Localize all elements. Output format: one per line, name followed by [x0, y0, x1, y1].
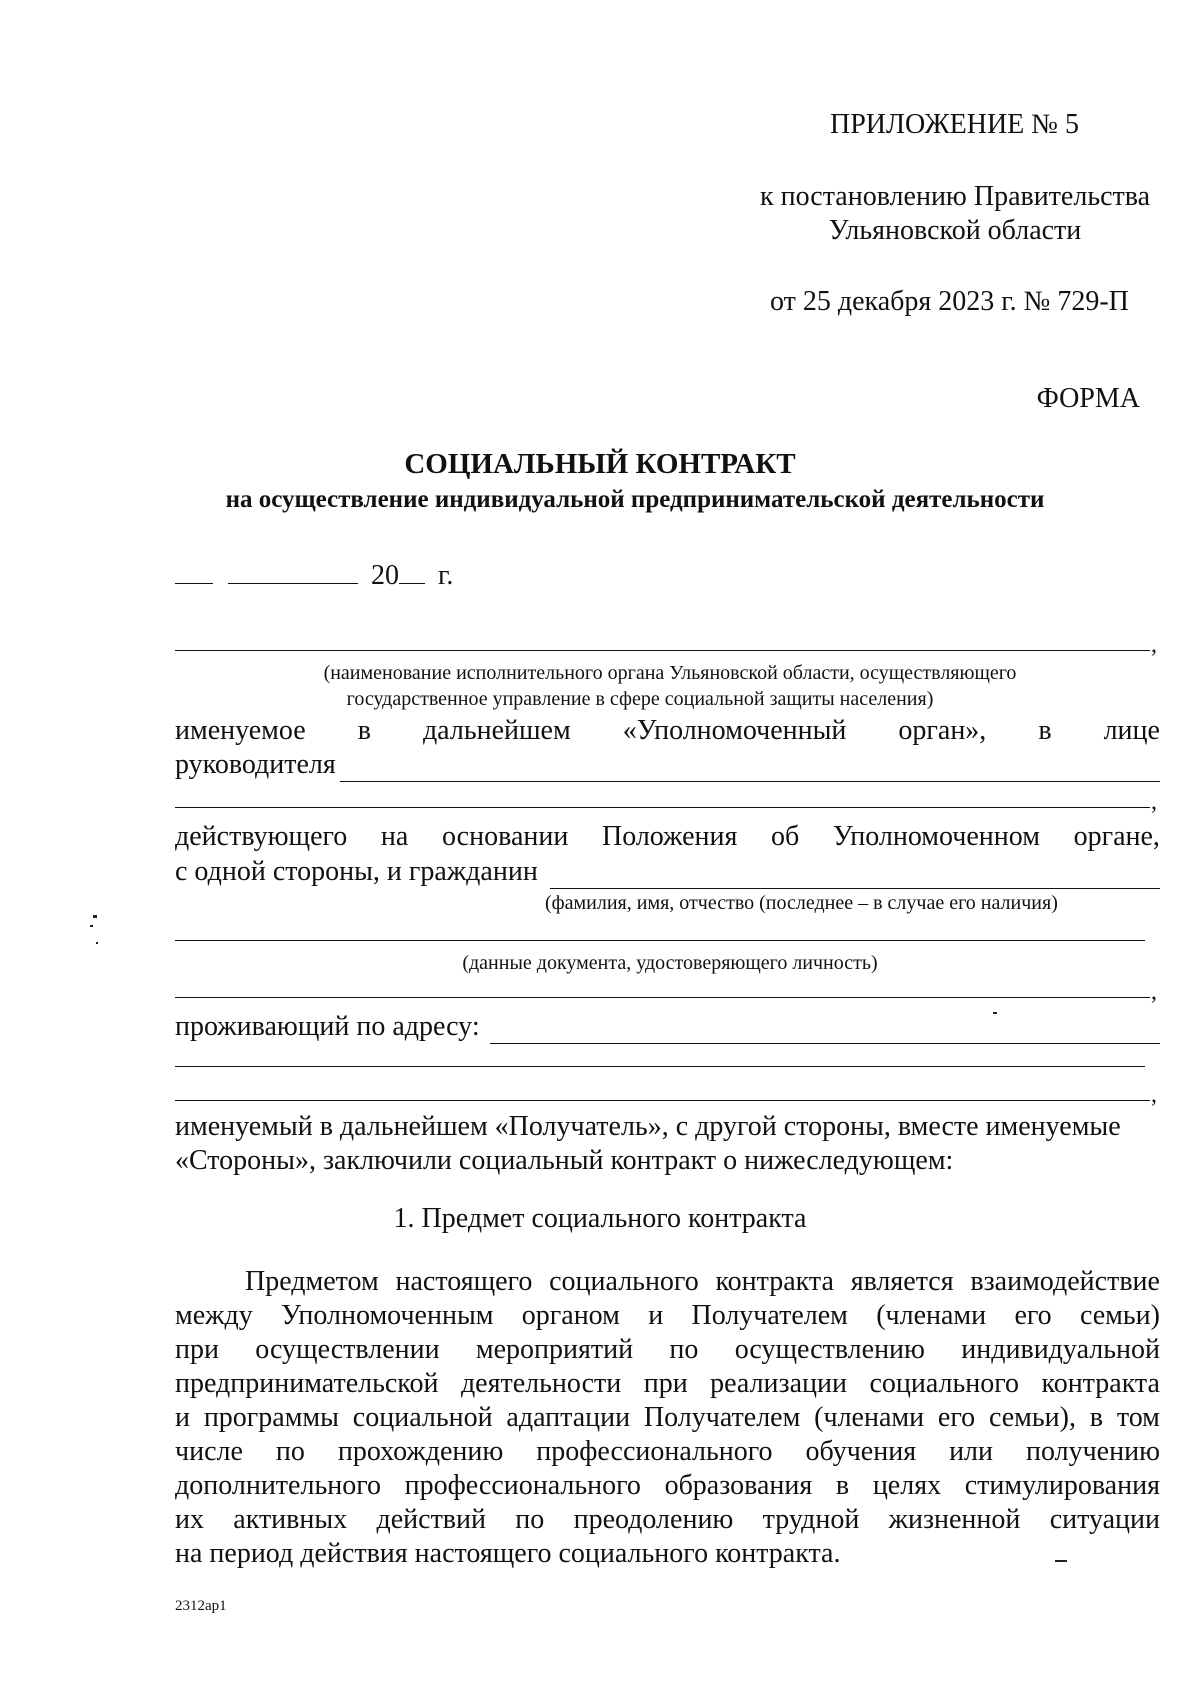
paragraph-word: целях	[872, 1470, 942, 1501]
paragraph-word: по	[275, 1436, 305, 1467]
scan-speck	[90, 925, 93, 927]
caption-organ-2: государственное управление в сфере социальной защиты населения)	[346, 688, 934, 710]
scan-speck	[93, 915, 97, 918]
scan-speck	[1055, 1560, 1067, 1562]
recipient-line-2: «Стороны», заключили социальный контракт о нижеследующем:	[175, 1145, 954, 1176]
comma-mark: ,	[1151, 979, 1157, 1005]
section-1-heading: 1. Предмет социального контракта	[393, 1203, 807, 1234]
paragraph-word: деятельности	[460, 1368, 622, 1399]
year-suffix: г.	[438, 560, 454, 591]
organ-name-line	[175, 650, 1150, 651]
paragraph-word: его	[1014, 1300, 1052, 1331]
date-line	[175, 555, 453, 592]
caption-organ-1: (наименование исполнительного органа Ульяновской области, осуществляющего	[323, 662, 1017, 684]
paragraph-word: обучения	[805, 1436, 917, 1467]
word: в	[357, 715, 371, 746]
paragraph-word: его	[937, 1402, 976, 1433]
paragraph-word: числе	[175, 1436, 243, 1467]
decree-reference	[760, 180, 1150, 248]
paragraph-word: том	[1116, 1402, 1160, 1433]
paragraph-word: Получателем	[691, 1300, 848, 1331]
paragraph-word: образования	[664, 1470, 813, 1501]
id-document-line	[175, 940, 1145, 941]
month-blank	[228, 555, 358, 584]
comma-mark: ,	[1151, 632, 1157, 658]
section-1-paragraph	[175, 1265, 1160, 1571]
paragraph-word: активных	[233, 1504, 348, 1535]
document-subtitle: на осуществление индивидуальной предпринимательской деятельности	[225, 486, 1045, 513]
scan-speck	[993, 1012, 997, 1014]
caption-fio: (фамилия, имя, отчество (последнее – в случае его наличия)	[545, 892, 1058, 914]
appendix-number: ПРИЛОЖЕНИЕ № 5	[830, 109, 1079, 140]
paragraph-word: профессионального	[404, 1470, 641, 1501]
paragraph-word: осуществлении	[255, 1334, 440, 1365]
word: действующего	[175, 821, 348, 852]
paragraph-line: на период действия настоящего социального контракта.	[175, 1538, 841, 1569]
paragraph-word: адаптации	[506, 1402, 631, 1433]
form-label: ФОРМА	[1036, 383, 1140, 414]
paragraph-word: получению	[1026, 1436, 1160, 1467]
paragraph-line	[175, 1333, 1160, 1367]
day-blank	[175, 555, 213, 584]
paragraph-word: семьи),	[988, 1402, 1076, 1433]
paragraph-word: предпринимательской	[175, 1368, 439, 1399]
paragraph-word: в	[1089, 1402, 1104, 1433]
paragraph-word: программы	[203, 1402, 339, 1433]
paragraph-word: осуществлению	[734, 1334, 925, 1365]
scan-speck	[96, 942, 98, 944]
paragraph-word: стимулирования	[964, 1470, 1160, 1501]
comma-mark: ,	[1151, 789, 1157, 815]
paragraph-line	[175, 1469, 1160, 1503]
paragraph-word: по	[669, 1334, 699, 1365]
id-document-line-2	[175, 997, 1150, 998]
paragraph-line	[175, 1401, 1160, 1435]
paragraph-word: трудной	[762, 1504, 860, 1535]
paragraph-word: прохождению	[337, 1436, 504, 1467]
word: дальнейшем	[422, 715, 571, 746]
recipient-line-1: именуемый в дальнейшем «Получатель», с другой стороны, вместе именуемые	[175, 1111, 1121, 1142]
paragraph-word: преодолению	[573, 1504, 734, 1535]
head-name-field	[340, 755, 1160, 782]
paragraph-word: профессионального	[536, 1436, 773, 1467]
paragraph-word: в	[835, 1470, 850, 1501]
word: лице	[1103, 715, 1160, 746]
named-line	[175, 714, 1160, 748]
paragraph-word: жизненной	[888, 1504, 1021, 1535]
comma-mark: ,	[1151, 1082, 1157, 1108]
paragraph-word: Уполномоченным	[281, 1300, 494, 1331]
year-blank	[399, 555, 425, 584]
word: основании	[441, 821, 569, 852]
word: Положения	[601, 821, 738, 852]
acting-line	[175, 820, 1160, 854]
word: орган»,	[898, 715, 987, 746]
paragraph-line	[175, 1435, 1160, 1469]
head-label: руководителя	[175, 749, 336, 780]
paragraph-word: и	[648, 1300, 664, 1331]
paragraph-word: действий	[376, 1504, 486, 1535]
address-field	[490, 1017, 1160, 1044]
word: именуемое	[175, 715, 306, 746]
citizen-name-field	[550, 862, 1160, 889]
paragraph-word: по	[515, 1504, 545, 1535]
paragraph-word: контракта	[1041, 1368, 1160, 1399]
paragraph-word: (членами	[814, 1402, 925, 1433]
decree-date: от 25 декабря 2023 г. № 729-П	[770, 286, 1129, 317]
word: в	[1038, 715, 1052, 746]
document-title: СОЦИАЛЬНЫЙ КОНТРАКТ	[404, 448, 796, 480]
paragraph-word: взаимодействие	[970, 1266, 1160, 1297]
paragraph-word: социального	[549, 1266, 699, 1297]
paragraph-word: при	[643, 1368, 688, 1399]
paragraph-word: реализации	[710, 1368, 847, 1399]
paragraph-word: между	[175, 1300, 253, 1331]
paragraph-line	[175, 1299, 1160, 1333]
paragraph-word: индивидуальной	[961, 1334, 1160, 1365]
word: об	[771, 821, 800, 852]
paragraph-word: (членами	[876, 1300, 987, 1331]
paragraph-word: дополнительного	[175, 1470, 381, 1501]
decree-reference-line-2: Ульяновской области	[828, 215, 1082, 246]
decree-reference-line-1: к постановлению Правительства	[760, 181, 1151, 212]
paragraph-word: ситуации	[1049, 1504, 1160, 1535]
word: «Уполномоченный	[622, 715, 847, 746]
footer-code: 2312ap1	[175, 1598, 227, 1614]
address-label: проживающий по адресу:	[175, 1011, 480, 1042]
paragraph-word: их	[175, 1504, 204, 1535]
paragraph-line	[175, 1265, 1160, 1299]
paragraph-word: настоящего	[395, 1266, 533, 1297]
paragraph-word: и	[175, 1402, 190, 1433]
paragraph-word: является	[850, 1266, 954, 1297]
citizen-line	[175, 855, 1160, 889]
address-line-2	[175, 1066, 1145, 1067]
address-line-3	[175, 1100, 1150, 1101]
paragraph-word: социального	[869, 1368, 1020, 1399]
paragraph-word: мероприятий	[475, 1334, 634, 1365]
year-prefix: 20	[371, 560, 399, 591]
paragraph-word: семьи)	[1079, 1300, 1160, 1331]
paragraph-word: Предметом	[245, 1266, 379, 1297]
word: органе,	[1073, 821, 1160, 852]
paragraph-word: органом	[521, 1300, 620, 1331]
word: на	[380, 821, 409, 852]
word: Уполномоченном	[832, 821, 1040, 852]
paragraph-line	[175, 1503, 1160, 1537]
paragraph-word: при	[175, 1334, 219, 1365]
paragraph-word: Получателем	[643, 1402, 801, 1433]
caption-id-document: (данные документа, удостоверяющего личность)	[462, 952, 878, 974]
head-name-line-2	[175, 807, 1150, 808]
address-line	[175, 1010, 1160, 1044]
citizen-label: с одной стороны, и гражданин	[175, 856, 538, 887]
paragraph-word: социальной	[352, 1402, 493, 1433]
paragraph-line	[175, 1367, 1160, 1401]
paragraph-word: или	[949, 1436, 994, 1467]
paragraph-word: контракта	[715, 1266, 834, 1297]
head-line	[175, 748, 1160, 782]
